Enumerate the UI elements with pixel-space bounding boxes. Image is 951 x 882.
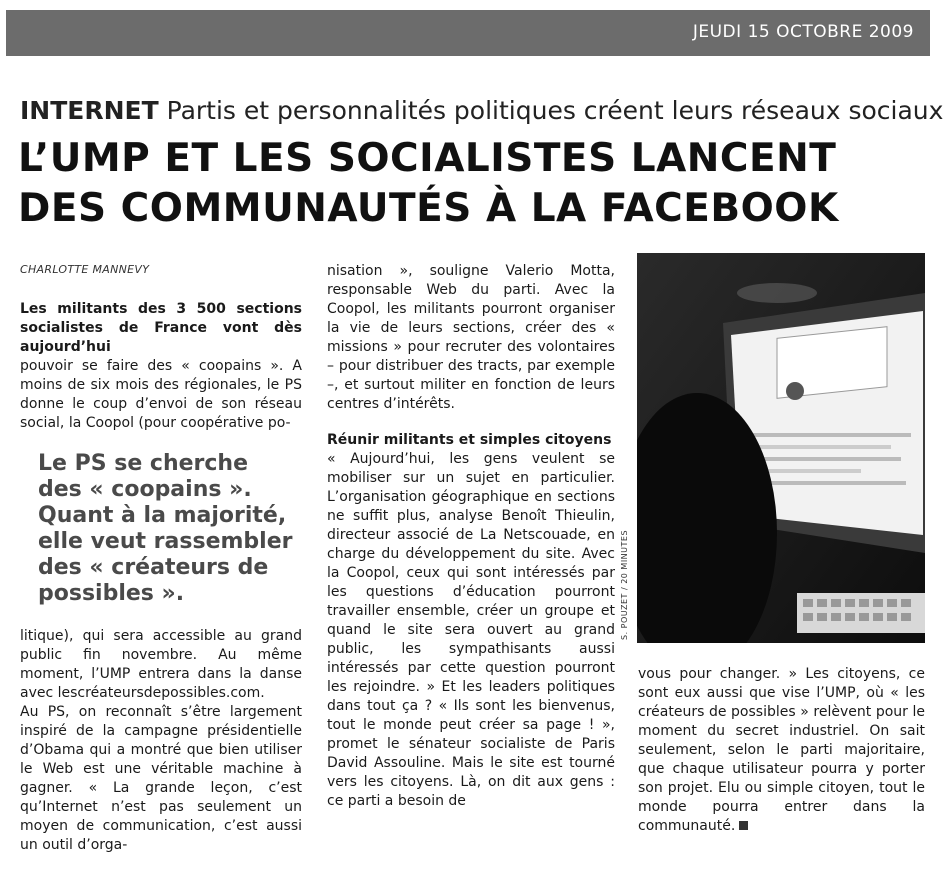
body-paragraph: vous pour changer. » Les citoyens, ce sont eux aussi que vise l’UMP, où « les créateurs de possibles » relèvent pour le moment du secret industriel. On sait seulement, selon le parti majoritaire, que chaque utilisateur pourra y porter son projet. Elu ou simple citoyen, tout le monde pourra entrer dans la communauté. xyxy=(638,666,925,834)
body-paragraph: pouvoir se faire des « coopains ». A moins de six mois des régionales, le PS donne le coup d’envoi de son réseau social, la Coopol (pour coopérative po- xyxy=(20,358,302,431)
headline xyxy=(18,134,928,234)
byline: CHARLOTTE MANNEVY xyxy=(20,263,150,276)
date-banner xyxy=(6,10,930,56)
kicker xyxy=(20,96,944,125)
body-paragraph: Au PS, on reconnaît s’être largement inspiré de la campagne présidentielle d’Obama qui a montré que bien utiliser le Web est une véritable machine à gagner. « La grande leçon, c’est qu’Internet n’est pas seulement un moyen de communication, c’est aussi un outil d’orga- xyxy=(20,704,302,853)
lead-paragraph: Les militants des 3 500 sections socialistes de France vont dès aujourd’hui xyxy=(20,301,302,355)
body-paragraph: « Aujourd’hui, les gens veulent se mobiliser sur un sujet en particulier. L’organisation géographique en sections ne suffit plus, analyse Benoît Thieulin, directeur associé de La Netscouade, en charge du développement du site. Avec la Coopol, ceux qui sont intéressés par les questions d’éducation pourront travailler ensemble, créer un groupe et quand le site sera ouvert au grand public, les sympathisants aussi intéressés par cette question pourront les rejoindre. » Et les leaders politiques dans tout ça ? « Ils sont les bienvenus, tout le monde peut créer sa page ! », promet le sénateur socialiste de Paris David Assouline. Mais le site est tourné vers les citoyens. Là, on dit aux gens : ce parti a besoin de xyxy=(327,451,615,809)
body-paragraph: nisation », souligne Valerio Motta, responsable Web du parti. Avec la Coopol, les militants pourront organiser la vie de leurs sections, créer des « missions » pour recruter des volontaires – pour distribuer des tracts, par exemple –, et surtout militer en fonction de leurs centres d’intérêts. xyxy=(327,263,615,412)
body-paragraph: litique), qui sera accessible au grand public fin novembre. Au même moment, l’UMP entrera dans la danse avec lescréateursdepossibles.com. xyxy=(20,628,302,701)
article-photo xyxy=(637,253,925,643)
kicker-text: Partis et personnalités politiques créent leurs réseaux sociaux xyxy=(166,96,944,125)
column-1-top xyxy=(20,300,302,433)
kicker-tag: INTERNET xyxy=(20,96,159,125)
column-1-bottom xyxy=(20,627,302,855)
headline-line-2: DES COMMUNAUTÉS À LA FACEBOOK xyxy=(18,186,839,231)
column-2 xyxy=(327,262,615,811)
column-3 xyxy=(638,665,925,836)
pull-quote: Le PS se cherche des « coopains ». Quant à la majorité, elle veut rassembler des « créateurs de possibles ». xyxy=(38,451,293,606)
photo-screen-illustration xyxy=(637,253,925,643)
end-of-article-mark xyxy=(739,821,748,830)
headline-line-1: L’UMP ET LES SOCIALISTES LANCENT xyxy=(18,136,837,181)
issue-date: JEUDI 15 OCTOBRE 2009 xyxy=(692,22,914,42)
subheading: Réunir militants et simples citoyens xyxy=(327,432,612,448)
photo-credit: S. POUZET / 20 MINUTES xyxy=(620,529,629,640)
